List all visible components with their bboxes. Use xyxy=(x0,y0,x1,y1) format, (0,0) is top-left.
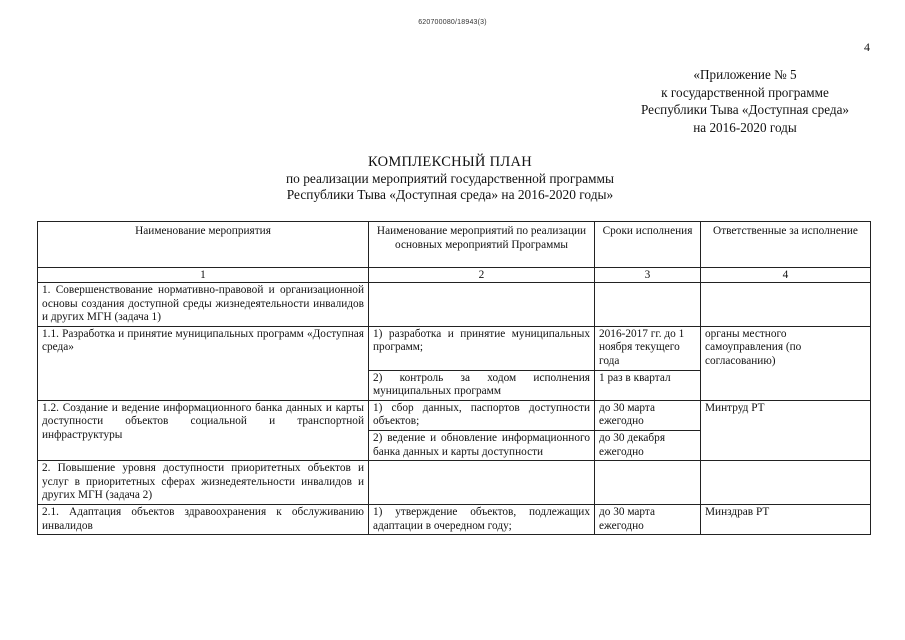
task-2-name: 2. Повышение уровня доступности приоритетных объектов и услуг в приоритетных сферах жизнедеятельности инвалидов и других МГН (задача 2) xyxy=(38,461,369,505)
plan-table xyxy=(37,221,871,535)
table-row xyxy=(38,283,871,327)
header-responsible: Ответственные за исполнение xyxy=(701,222,871,268)
header-event-name: Наименование мероприятия xyxy=(38,222,369,268)
item-1-2-action-2: 2) ведение и обновление информационного банка данных и карты доступности xyxy=(369,430,595,460)
item-1-1-action-2: 2) контроль за ходом исполнения муниципальных программ xyxy=(369,370,595,400)
empty-cell xyxy=(369,461,595,505)
column-number: 3 xyxy=(595,268,701,283)
item-1-2-responsible: Минтруд РТ xyxy=(701,400,871,460)
item-1-1-deadline-2: 1 раз в квартал xyxy=(595,370,701,400)
item-1-1-responsible: органы местного самоуправления (по согласованию) xyxy=(701,326,871,400)
plan-title xyxy=(170,154,730,204)
appendix-block xyxy=(600,66,890,136)
appendix-line-3: Республики Тыва «Доступная среда» xyxy=(640,102,850,117)
header-actions: Наименование мероприятий по реализации основных мероприятий Программы xyxy=(369,222,595,268)
item-1-1-action-1: 1) разработка и принятие муниципальных программ; xyxy=(369,326,595,370)
item-1-1-deadline-1: 2016-2017 гг. до 1 ноября текущего года xyxy=(595,326,701,370)
plan-title-line-3: Республики Тыва «Доступная среда» на 2016-2020 годы» xyxy=(286,187,614,202)
table-row xyxy=(38,504,871,534)
column-number: 1 xyxy=(38,268,369,283)
empty-cell xyxy=(595,283,701,327)
plan-title-line-2: по реализации мероприятий государственной программы xyxy=(286,170,614,186)
item-1-2-action-1: 1) сбор данных, паспортов доступности объектов; xyxy=(369,400,595,430)
empty-cell xyxy=(595,461,701,505)
column-number: 2 xyxy=(369,268,595,283)
appendix-line-1: «Приложение № 5 xyxy=(693,67,797,82)
task-1-name: 1. Совершенствование нормативно-правовой и организационной основы создания доступной среды жизнедеятельности инвалидов и других МГН (задача 1) xyxy=(38,283,369,327)
item-1-2-deadline-1: до 30 марта ежегодно xyxy=(595,400,701,430)
empty-cell xyxy=(701,283,871,327)
column-number-row xyxy=(38,268,871,283)
item-1-1-name: 1.1. Разработка и принятие муниципальных программ «Доступная среда» xyxy=(38,326,369,400)
item-2-1-deadline-1: до 30 марта ежегодно xyxy=(595,504,701,534)
header-deadlines: Сроки исполнения xyxy=(595,222,701,268)
empty-cell xyxy=(369,283,595,327)
empty-cell xyxy=(701,461,871,505)
plan-title-main: КОМПЛЕКСНЫЙ ПЛАН xyxy=(367,154,533,170)
document-code: 620700080/18943(3) xyxy=(418,19,487,26)
appendix-line-2: к государственной программе xyxy=(661,84,829,100)
item-2-1-name: 2.1. Адаптация объектов здравоохранения к обслуживанию инвалидов xyxy=(38,504,369,534)
item-1-2-name: 1.2. Создание и ведение информационного банка данных и карты доступности объектов социальной и транспортной инфраструктуры xyxy=(38,400,369,460)
page-number: 4 xyxy=(864,40,870,54)
appendix-line-4: на 2016-2020 годы xyxy=(693,119,797,135)
item-1-2-deadline-2: до 30 декабря ежегодно xyxy=(595,430,701,460)
table-row xyxy=(38,400,871,430)
table-row xyxy=(38,326,871,370)
table-row xyxy=(38,461,871,505)
column-number: 4 xyxy=(701,268,871,283)
item-2-1-action-1: 1) утверждение объектов, подлежащих адаптации в очередном году; xyxy=(369,504,595,534)
item-2-1-responsible: Минздрав РТ xyxy=(701,504,871,534)
table-header-row xyxy=(38,222,871,268)
